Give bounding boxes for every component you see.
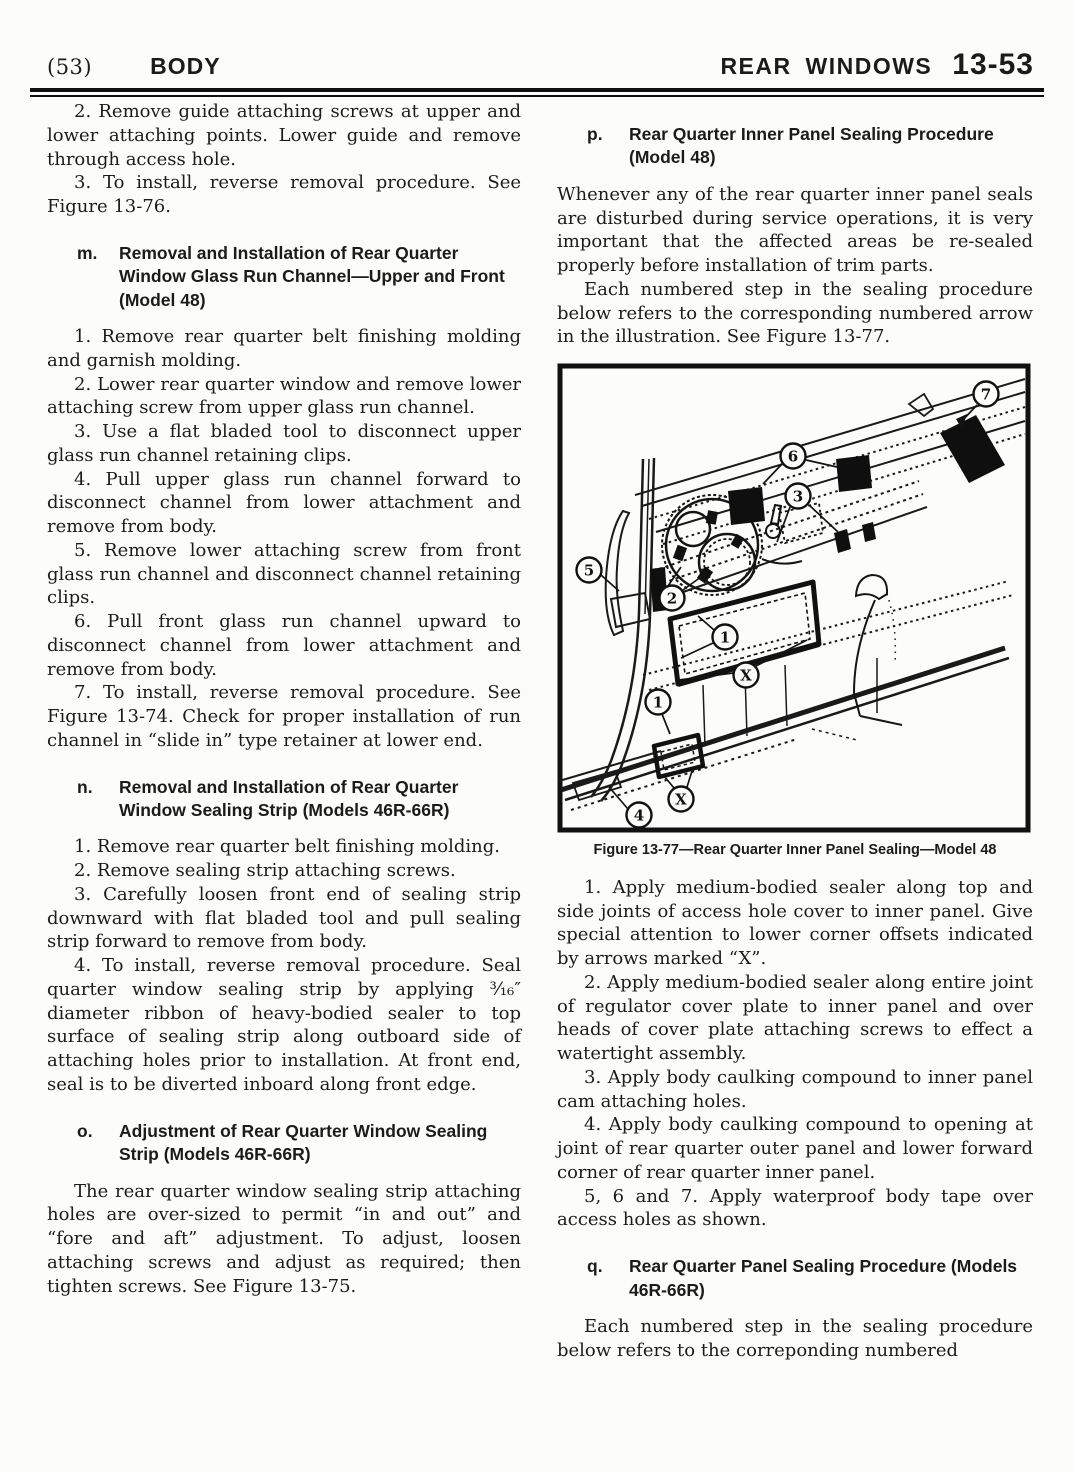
callout-number: 3 <box>792 487 804 506</box>
paragraph: 3. Use a flat bladed tool to disconnect upper glass run channel retaining clips. <box>47 421 521 466</box>
figure-callout-7 <box>960 382 999 424</box>
paragraph: 5, 6 and 7. Apply waterproof body tape over access holes as shown. <box>557 1185 1033 1231</box>
callout-number: X <box>740 666 752 685</box>
callout-number: 7 <box>980 385 992 404</box>
heading-title: Rear Quarter Inner Panel Sealing Procedure (Model 48) <box>629 124 994 168</box>
paragraph: 6. Pull front glass run channel upward to disconnect channel from lower attachment and remove from body. <box>47 611 521 680</box>
paragraph: 1. Apply medium-bodied sealer along top and side joints of access hole cover to inner panel. Give special attention to lower corner offsets indicated by arrows marked “X”. <box>557 876 1033 970</box>
right-column-lower-text <box>557 876 1033 1363</box>
paragraph: 5. Remove lower attaching screw from front glass run channel and disconnect channel retaining clips. <box>47 539 521 609</box>
callout-number: 4 <box>633 806 645 825</box>
callout-number: 2 <box>666 589 678 608</box>
section-heading <box>587 1255 1033 1302</box>
header-left <box>47 53 221 80</box>
heading-letter: o. <box>77 1120 93 1141</box>
paragraph: 3. Apply body caulking compound to inner panel cam attaching holes. <box>557 1066 1033 1112</box>
paragraph: 7. To install, reverse removal procedure. See Figure 13-74. Check for proper installation of run channel in “slide in” type retainer at lower end. <box>47 682 521 751</box>
left-column <box>47 100 521 1298</box>
paragraph: 1. Remove rear quarter belt finishing molding. <box>74 836 500 858</box>
callout-leader-line <box>687 771 692 787</box>
section-title: BODY <box>150 53 221 79</box>
heading-title: Rear Quarter Panel Sealing Procedure (Models 46R-66R) <box>629 1256 1018 1300</box>
callout-number: 1 <box>652 693 664 712</box>
paragraph: Whenever any of the rear quarter inner panel seals are disturbed during service operations, it is very important that the affected areas be re-sealed properly before installation of trim parts. <box>557 183 1033 277</box>
heading-title: Removal and Installation of Rear Quarter Window Glass Run Channel—Upper and Front (Model 48) <box>119 242 505 310</box>
callout-leader-line <box>681 643 713 658</box>
right-column-upper-text <box>557 123 1033 349</box>
lock-pillar <box>591 458 654 801</box>
figure-callout-1 <box>681 616 738 658</box>
callout-leader-line <box>756 640 807 666</box>
quarter-panel-details <box>812 575 902 740</box>
page-number: 13-53 <box>952 48 1034 81</box>
body-tape-patches <box>650 415 1005 612</box>
paragraph: 4. To install, reverse removal procedure. Seal quarter window sealing strip by applying ³⁄₁₆″ diameter ribbon of heavy-bodied sealer to top surface of sealing strip along outboard side of attaching holes prior to installation. At front end, seal is to be diverted inboard along front edge. <box>47 955 521 1095</box>
callout-number: 6 <box>787 447 799 466</box>
heading-letter: n. <box>77 776 93 797</box>
header-divider-rule <box>30 88 1044 97</box>
figure-callout-3 <box>777 484 838 543</box>
paragraph: 2. Remove sealing strip attaching screws. <box>74 860 456 882</box>
heading-letter: q. <box>587 1256 603 1277</box>
callout-leader-line <box>806 460 837 467</box>
paragraph: 1. Remove rear quarter belt finishing molding and garnish molding. <box>47 326 521 371</box>
section-heading <box>587 123 1033 170</box>
figure-caption: Figure 13-77—Rear Quarter Inner Panel Sealing—Model 48 <box>593 842 997 859</box>
section-heading <box>77 776 521 823</box>
figure-illustration <box>557 363 1031 833</box>
paragraph: 2. Apply medium-bodied sealer along entire joint of regulator cover plate to inner panel and over heads of cover plate attaching screws to effect a watertight assembly. <box>557 971 1033 1065</box>
paragraph: 3. Carefully loosen front end of sealing strip downward with flat bladed tool and pull sealing strip forward to remove from body. <box>47 883 521 953</box>
figure-callout-6 <box>763 444 837 485</box>
page-header <box>47 48 1034 82</box>
page-ref: (53) <box>47 55 93 79</box>
header-right <box>720 48 1034 82</box>
callout-number: 1 <box>719 628 731 647</box>
callout-number: X <box>675 790 687 809</box>
paragraph: Each numbered step in the sealing procedure below refers to the corresponding numbered arrow in the illustration. See Figure 13-77. <box>557 278 1033 348</box>
figure-callout-4 <box>609 787 652 828</box>
paragraph: Each numbered step in the sealing procedure below refers to the correponding numbered <box>557 1316 1033 1361</box>
heading-letter: m. <box>77 242 98 263</box>
figure-callout-5 <box>577 558 620 592</box>
right-column <box>557 100 1033 1363</box>
paragraph: 4. Pull upper glass run channel forward to disconnect channel from lower attachment and remove from body. <box>47 468 521 538</box>
heading-title: Removal and Installation of Rear Quarter Window Sealing Strip (Models 46R-66R) <box>119 776 459 820</box>
paragraph: The rear quarter window sealing strip attaching holes are over-sized to permit “in and out” and “fore and aft” adjustment. To adjust, loosen attaching screws and adjust as required; then tighten screws. See Figure 13-75. <box>47 1180 521 1297</box>
figure-callout-1 <box>646 690 671 735</box>
heading-title: Adjustment of Rear Quarter Window Sealing Strip (Models 46R-66R) <box>119 1120 488 1165</box>
paragraph: 2. Remove guide attaching screws at upper and lower attaching points. Lower guide and remove through access hole. <box>47 101 521 170</box>
paragraph: 2. Lower rear quarter window and remove lower attaching screw from upper glass run channel. <box>47 373 521 419</box>
paragraph: 3. To install, reverse removal procedure. See Figure 13-76. <box>47 172 521 217</box>
section-heading <box>77 1120 521 1167</box>
chapter-title: REAR WINDOWS <box>720 53 933 79</box>
callout-leader-line <box>698 616 714 630</box>
section-heading <box>77 242 521 312</box>
figure-13-77 <box>557 363 1031 833</box>
callout-leader-line <box>662 714 670 734</box>
heading-letter: p. <box>587 124 603 144</box>
callout-number: 5 <box>583 561 595 580</box>
paragraph: 4. Apply body caulking compound to opening at joint of rear quarter outer panel and lower forward corner of rear quarter inner panel. <box>557 1114 1033 1183</box>
